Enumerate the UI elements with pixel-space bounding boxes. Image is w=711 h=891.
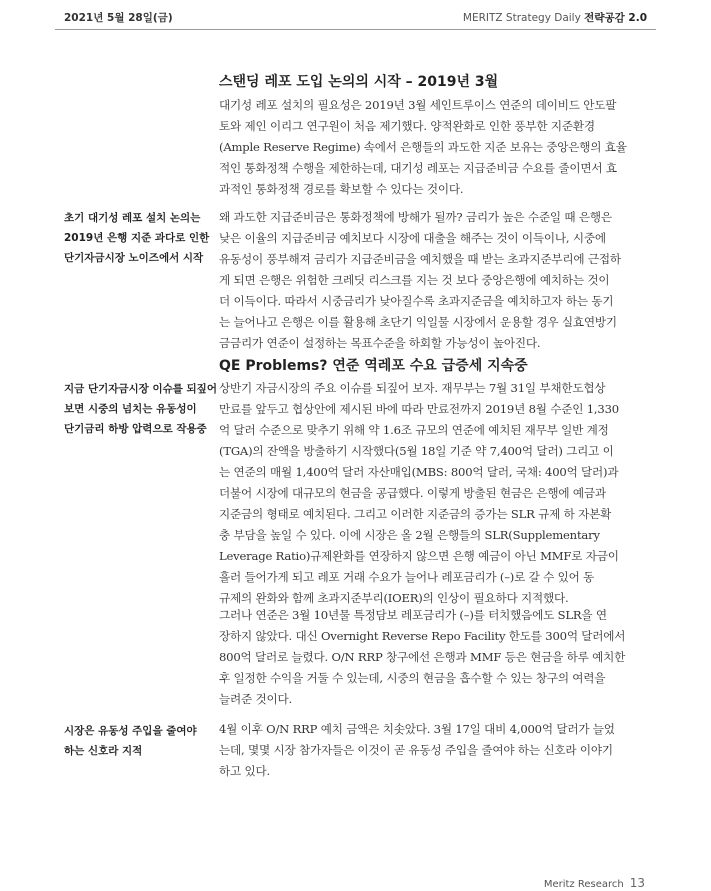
paragraph-on-rrp-expansion — [219, 605, 659, 710]
text-line: 하고 있다. — [219, 764, 270, 778]
text-line: 는 늘어나고 은행은 이를 활용해 초단기 익일물 시장에서 운용할 경우 실효연방기 — [219, 315, 617, 329]
text-line: 4월 이후 O/N RRP 예치 금액은 치솟았다. 3월 17일 대비 4,000억 달러가 늘었 — [219, 722, 615, 736]
sidenote-liquidity-pressure — [64, 379, 217, 439]
sidenote-line: 단기자금시장 노이즈에서 시작 — [64, 252, 204, 264]
paragraph-rrp-surge — [219, 719, 659, 782]
text-line: 낮은 이율의 지급준비금 예치보다 시장에 대출을 해주는 것이 이득이나, 시중에 — [219, 231, 606, 245]
text-line: 금금리가 연준이 설정하는 목표수준을 하회할 가능성이 높아진다. — [219, 336, 541, 350]
header-publication — [463, 10, 647, 25]
text-line: Leverage Ratio)규제완화를 연장하지 않으면 은행 예금이 아닌 MMF로 자금이 — [219, 549, 619, 563]
text-line: 대기성 레포 설치의 필요성은 2019년 3월 세인트루이스 연준의 데이비드 안도팔 — [219, 98, 617, 112]
text-line: 는 연준의 매월 1,400억 달러 자산매입(MBS: 800억 달러, 국채: 400억 달러)과 — [219, 465, 619, 479]
header-divider — [55, 29, 656, 30]
sidenote-line: 초기 대기성 레포 설치 논의는 — [64, 212, 201, 224]
text-line: 후 일정한 수익을 거둘 수 있는데, 시중의 현금을 흡수할 수 있는 창구의 여력을 — [219, 671, 606, 685]
section-title-qe-problems: QE Problems? 연준 역레포 수요 급증세 지속중 — [219, 358, 528, 374]
text-line: 는데, 몇몇 시장 참가자들은 이것이 곧 유동성 주입을 줄여야 하는 신호라 이야기 — [219, 743, 613, 757]
text-line: 토와 제인 이리그 연구원이 처음 제기했다. 양적완화로 인한 풍부한 지준환경 — [219, 119, 595, 133]
footer-brand: Meritz Research — [543, 879, 624, 890]
sidenote-early-discussion — [64, 208, 214, 268]
publication-name: MERITZ Strategy Daily — [462, 12, 581, 24]
text-line: 더불어 시장에 대규모의 현금을 공급했다. 이렇게 방출된 현금은 은행에 예금과 — [219, 486, 606, 500]
text-line: 상반기 자금시장의 주요 이슈를 되짚어 보자. 재무부는 7월 31일 부채한도협상 — [219, 381, 606, 395]
text-line: 장하지 않았다. 대신 Overnight Reverse Repo Facility 한도를 300억 달러에서 — [219, 629, 626, 643]
text-line: 800억 달러로 늘렸다. O/N RRP 창구에선 은행과 MMF 등은 현금을 하루 예치한 — [219, 650, 626, 664]
text-line: 유동성이 풍부해져 금리가 지급준비금을 예치했을 때 받는 초과지준부리에 근접하 — [219, 252, 621, 266]
sidenote-line: 시장은 유동성 주입을 줄여야 — [64, 725, 197, 737]
text-line: 더 이득이다. 따라서 시중금리가 낮아질수록 초과지준금을 예치하고자 하는 동기 — [219, 294, 614, 308]
section-title-standing-repo: 스탠딩 레포 도입 논의의 시작 – 2019년 3월 — [219, 74, 499, 90]
text-line: 충 부담을 높일 수 있다. 이에 시장은 올 2월 은행들의 SLR(Supplementary — [219, 528, 600, 542]
sidenote-signal — [64, 721, 214, 761]
sidenote-line: 보면 시중의 넘치는 유동성이 — [64, 403, 197, 415]
text-line: 그러나 연준은 3월 10년물 특정담보 레포금리가 (–)를 터치했음에도 SLR을 연 — [219, 608, 607, 622]
text-line: 흘러 들어가게 되고 레포 거래 수요가 늘어나 레포금리가 (–)로 갈 수 있어 동 — [219, 570, 595, 584]
page-number: 13 — [629, 876, 645, 890]
sidenote-line: 단기금리 하방 압력으로 작용중 — [64, 423, 207, 435]
section-name: 전략공감 2.0 — [584, 12, 647, 24]
paragraph-funding-market-issues — [219, 378, 659, 609]
sidenote-line: 지금 단기자금시장 이슈를 되짚어 — [64, 383, 217, 395]
sidenote-line: 2019년 은행 지준 과다로 인한 — [64, 232, 210, 244]
sidenote-line: 하는 신호라 지적 — [64, 745, 143, 757]
footer — [544, 876, 645, 890]
text-line: 늘려준 것이다. — [219, 692, 292, 706]
paragraph-excess-reserves — [219, 207, 659, 354]
text-line: (Ample Reserve Regime) 속에서 은행들의 과도한 지준 보유는 중앙은행의 효율 — [219, 140, 627, 154]
text-line: 억 달러 수준으로 맞추기 위해 약 1.6조 규모의 연준에 예치된 재무부 일반 계정 — [219, 423, 609, 437]
text-line: 규제의 완화와 함께 초과지준부리(IOER)의 인상이 필요하다 지적했다. — [219, 591, 569, 605]
header-date: 2021년 5월 28일(금) — [64, 12, 173, 24]
text-line: (TGA)의 잔액을 방출하기 시작했다(5월 18일 기준 약 7,400억 달러) 그리고 이 — [219, 444, 614, 458]
text-line: 게 되면 은행은 위험한 크레딧 리스크를 지는 것 보다 중앙은행에 예치하는 것이 — [219, 273, 610, 287]
text-line: 과적인 통화정책 경로를 확보할 수 있다는 것이다. — [219, 182, 464, 196]
text-line: 지준금의 형태로 예치된다. 그리고 이러한 지준금의 증가는 SLR 규제 하 자본확 — [219, 507, 612, 521]
text-line: 적인 통화정책 수행을 제한하는데, 대기성 레포는 지급준비금 수요를 줄이면서 효 — [219, 161, 617, 175]
text-line: 왜 과도한 지급준비금은 통화정책에 방해가 될까? 금리가 높은 수준일 때 은행은 — [219, 210, 612, 224]
text-line: 만료를 앞두고 협상안에 제시된 바에 따라 만료전까지 2019년 8월 수준인 1,330 — [219, 402, 619, 416]
paragraph-standing-repo-origin — [219, 95, 659, 200]
